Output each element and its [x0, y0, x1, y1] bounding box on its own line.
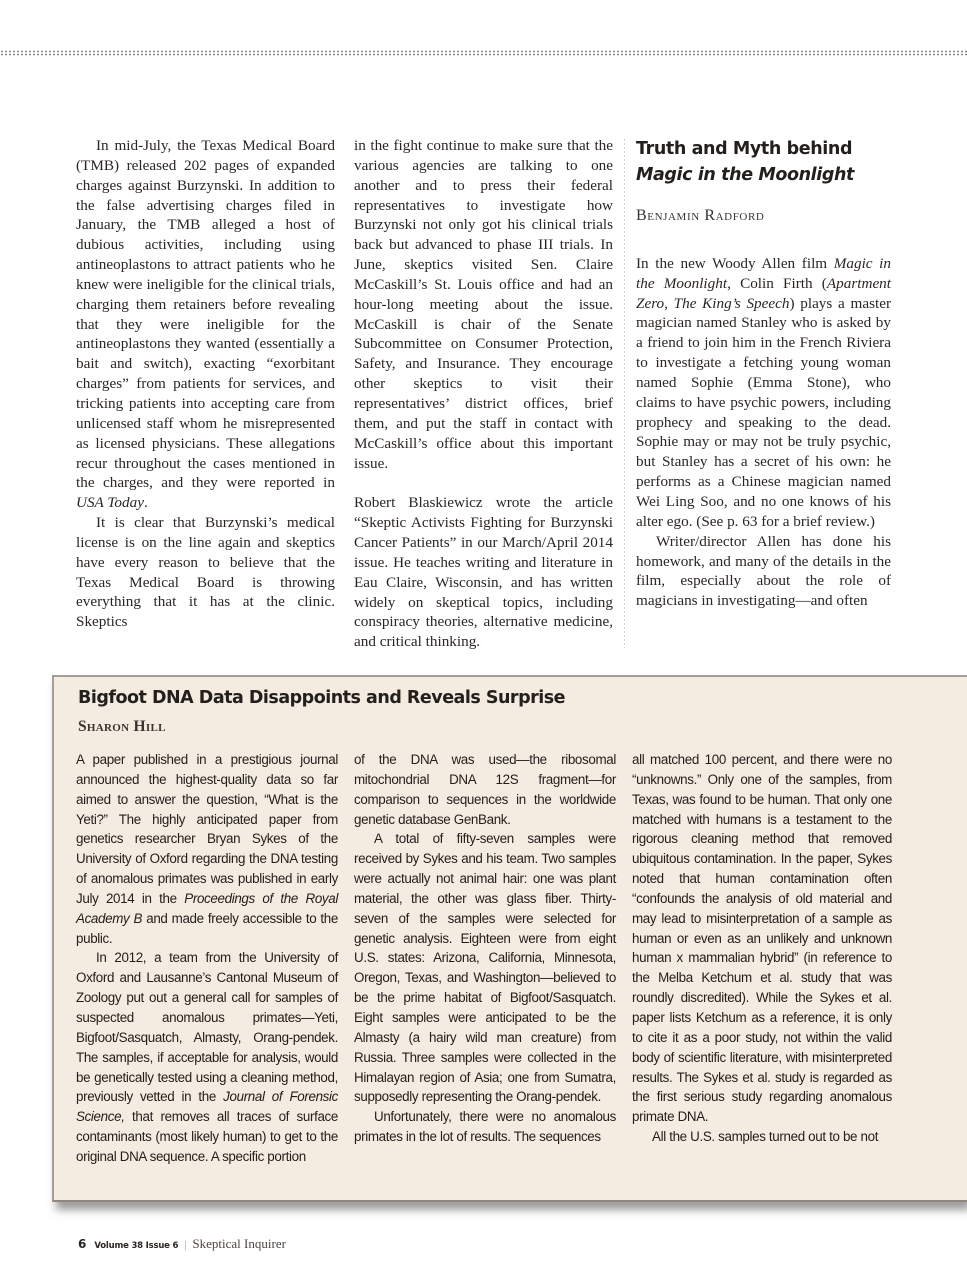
side-article-title — [636, 136, 891, 188]
journal-title: Journal of Forensic Science, — [76, 1089, 338, 1125]
top-dotted-rule — [0, 50, 967, 56]
paragraph — [76, 136, 335, 513]
paragraph: all matched 100 percent, and there were no “unknowns.” Only one of the samples, from Texas, was found to be human. That only one matched with humans is a testament to the rigorous cleaning method that removed ubiquitous contamination. In the paper, Sykes noted that human contamination often “confounds the analysis of old material and may lead to misinterpretation of a sample as human or even as an unlikely and unknown human x mammalian hybrid” (in reference to the Melba Ketchum et al. study that was roundly discredited). While the Sykes et al. paper lists Ketchum as a reference, it is only to cite it as a poor study, not within the valid body of scientific literature, with misinterpreted results. The Sykes et al. study is regarded as the first serious study regarding anomalous primate DNA. — [632, 752, 892, 1125]
sidebar-box-bigfoot — [52, 675, 967, 1202]
publication-title: USA Today — [76, 494, 144, 512]
main-article-column-1 — [76, 136, 335, 632]
journal-title: Proceedings of the Royal Academy B — [76, 890, 338, 926]
text: ) plays a master magician named Stanley who is asked by a friend to join him in the French Riviera to investigate a fetching young woman named Sophie (Emma Stone), who claims to have psychic powers, including prophecy and speaking to the dead. Sophie may or may not be truly psychic, but Stanley has a secret of his own: he performs as a Chinese magician named Wei Ling Soo, and no one knows of his alter ego. (See p. 63 for a brief review.) — [636, 294, 891, 530]
paragraph — [636, 254, 891, 532]
paragraph: Unfortunately, there were no anomalous primates in the lot of results. The sequences — [354, 1109, 616, 1145]
paragraph: It is clear that Burzynski’s medical license is on the line again and skeptics have every reason to believe that the Texas Medical Board is throwing everything that it has at the clinic. Skeptics — [76, 514, 335, 631]
volume-issue: Volume 38 Issue 6 — [94, 1241, 179, 1251]
box-column-2 — [354, 750, 616, 1147]
text: , Colin Firth ( — [727, 274, 827, 292]
side-article-byline: Benjamin Radford — [636, 207, 765, 224]
text: A paper published in a prestigious journal announced the highest-quality data so far aimed to answer the question, “What is the Yeti?” The highly anticipated paper from genetics researcher Bryan Sykes of the University of Oxford regarding the DNA testing of anomalous primates was published in early July 2014 in the — [76, 752, 338, 906]
paragraph: A total of fifty-seven samples were received by Sykes and his team. Two samples were actually not animal hair: one was plant material, the other was glass fiber. Thirty-seven of the samples were selected for genetic analysis. Eighteen were from eight U.S. states: Arizona, California, Minnesota, Oregon, Texas, and Washington—believed to be the prime habitat of Bigfoot/Sasquatch. Eight samples were anticipated to be the Almasty (a hairy wild man creature) from Russia. Three samples were collected in the Himalayan region of Asia; one from Sumatra, supposedly representing the Orang-pendek. — [354, 831, 616, 1105]
page-number: 6 — [78, 1237, 87, 1251]
film-title: Magic in the Moonlight — [636, 165, 855, 185]
main-article-column-2 — [354, 136, 613, 652]
paragraph — [76, 948, 338, 1166]
page-footer — [78, 1236, 286, 1252]
paragraph: Writer/director Allen has done his homework, and many of the details in the film, especially about the role of magicians in investigating—and often — [636, 532, 891, 610]
author-bio: Robert Blaskiewicz wrote the article “Skeptic Activists Fighting for Burzynski Cancer Patients” in our March/April 2014 issue. He teaches writing and literature in Eau Claire, Wisconsin, and has written widely on skeptical topics, including conspiracy theories, alternative medicine, and critical thinking. — [354, 494, 613, 651]
film-title: The King’s Speech — [673, 294, 790, 312]
paragraph — [76, 750, 338, 948]
box-byline: Sharon Hill — [78, 718, 166, 735]
footer-separator: | — [184, 1239, 187, 1251]
film-title: Apartment Zero — [636, 274, 891, 312]
magazine-name: Skeptical Inquirer — [192, 1236, 286, 1251]
box-title: Bigfoot DNA Data Disappoints and Reveals Surprise — [78, 688, 566, 708]
column-divider — [624, 138, 625, 648]
paragraph: of the DNA was used—the ribosomal mitochondrial DNA 12S fragment—for comparison to sequences in the worldwide genetic database GenBank. — [354, 752, 616, 827]
box-column-1 — [76, 750, 338, 1167]
paragraph: in the fight continue to make sure that the various agencies are talking to one another and to press their federal representatives to investigate how Burzynski not only got his clinical trials back but advanced to phase III trials. In June, skeptics visited Sen. Claire McCaskill’s St. Louis office and had an hour-long meeting about the issue. McCaskill is chair of the Senate Subcommittee on Consumer Protection, Safety, and Insurance. They encourage other skeptics to visit their representatives’ district offices, brief them, and put the staff in contact with McCaskill’s office about this important issue. — [354, 137, 613, 472]
text: In the new Woody Allen film — [636, 254, 834, 272]
title-line: Truth and Myth behind — [636, 139, 853, 159]
text: and made freely accessible to the public. — [76, 910, 338, 946]
text: , — [664, 294, 674, 312]
side-article — [636, 136, 891, 611]
text: In 2012, a team from the University of Oxford and Lausanne’s Cantonal Museum of Zoology put out a general call for samples of suspected anomalous primates—Yeti, Bigfoot/Sasquatch, Almasty, Orang-pendek. The samples, if acceptable for analysis, would be genetically tested using a cleaning method, previously vetted in the — [76, 950, 338, 1105]
text: In mid-July, the Texas Medical Board (TMB) released 202 pages of expanded charges against Burzynski. In addition to the false advertising charges filed in January, the TMB alleged a host of dubious activities, including using antineoplastons to attract patients who he knew were ineligible for the clinical trials, charging them retainers before revealing that they were ineligible for the antineoplastons they wanted (essentially a bait and switch), exacting “exorbitant charges” from patients for services, and tricking patients into accepting care from unlicensed staff whom he misrepresented as licensed physicians. These allegations recur throughout the cases mentioned in the charges, and they were reported in — [76, 137, 335, 492]
paragraph: All the U.S. samples turned out to be not — [652, 1129, 879, 1145]
film-title: Magic in the Moonlight — [636, 254, 891, 292]
box-column-3 — [632, 750, 892, 1147]
text: that removes all traces of surface contaminants (most likely human) to get to the original DNA sequence. A specific portion — [76, 1109, 338, 1164]
text: . — [143, 494, 148, 512]
